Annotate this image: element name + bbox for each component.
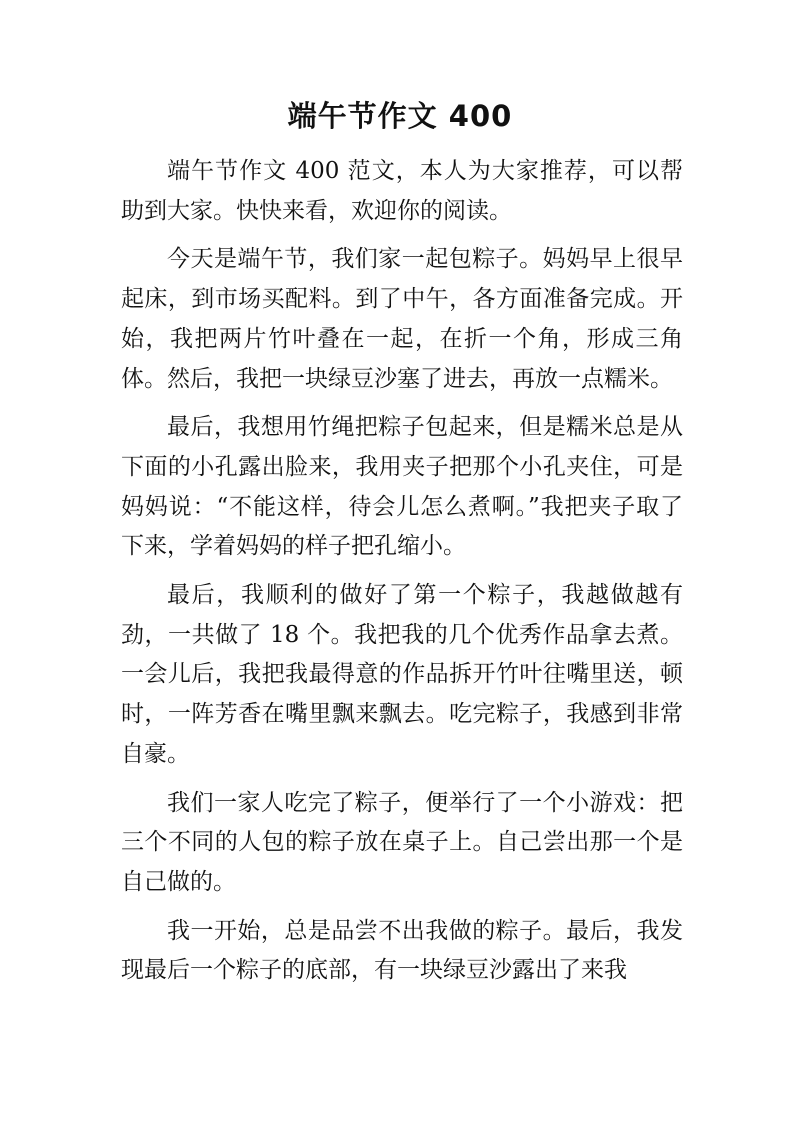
paragraph-wrapping-start: 今天是端午节，我们家一起包粽子。妈妈早上很早起床，到市场买配料。到了中午，各方面准备完成。开始，我把两片竹叶叠在一起，在折一个角，形成三角体。然后，我把一块绿豆沙塞了进去，再放一点糯米。: [121, 246, 683, 392]
document-body: [121, 152, 683, 991]
paragraph-tasting: 我一开始，总是品尝不出我做的粽子。最后，我发现最后一个粽子的底部，有一块绿豆沙露出了来我: [121, 917, 683, 984]
paragraph-intro: 端午节作文 400 范文，本人为大家推荐，可以帮助到大家。快快来看，欢迎你的阅读。: [121, 158, 683, 224]
paragraph-first-zongzi: 最后，我顺利的做好了第一个粽子，我越做越有劲，一共做了 18 个。我把我的几个优秀作品拿去煮。一会儿后，我把我最得意的作品拆开竹叶往嘴里送，顿时，一阵芳香在嘴里飘来飘去。吃完粽子，我感到非常自豪。: [121, 582, 683, 767]
paragraph-game: 我们一家人吃完了粽子，便举行了一个小游戏：把三个不同的人包的粽子放在桌子上。自己尝出那一个是自己做的。: [121, 789, 683, 895]
paragraph-tying: 最后，我想用竹绳把粽子包起来，但是糯米总是从下面的小孔露出脸来，我用夹子把那个小孔夹住，可是妈妈说：“不能这样，待会儿怎么煮啊。”我把夹子取了下来，学着妈妈的样子把孔缩小。: [121, 414, 683, 560]
document-title: 端午节作文 400: [287, 99, 513, 133]
